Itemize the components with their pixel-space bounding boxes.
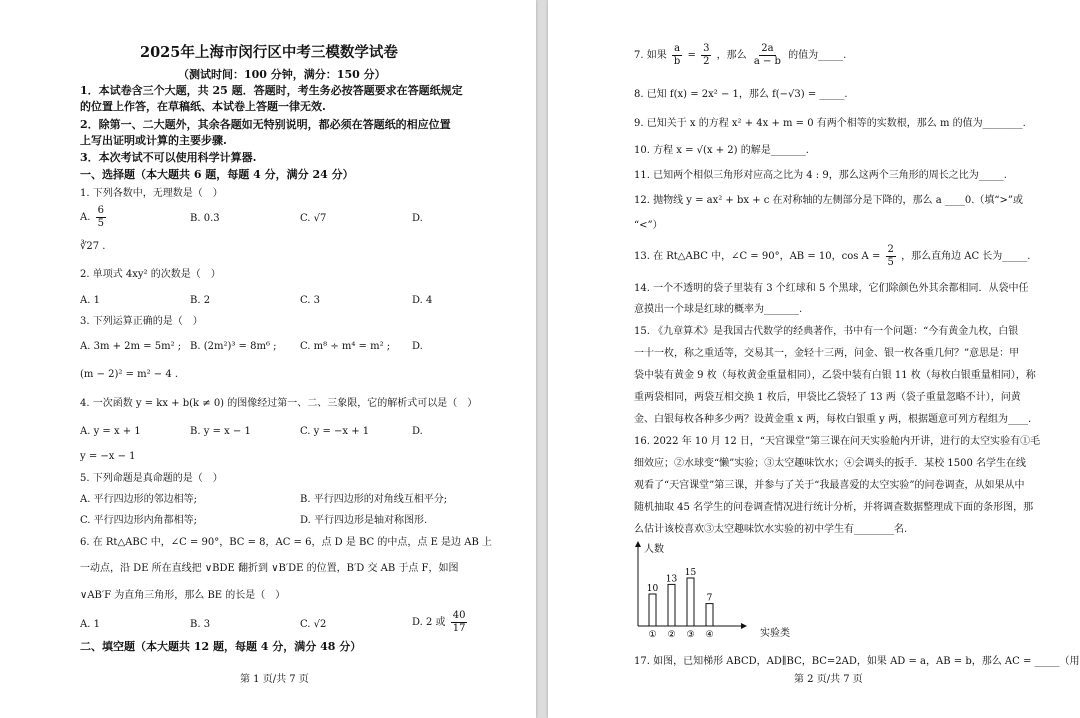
q1-option-d-content: ∛27 .: [80, 241, 106, 252]
question-12-line-1: 12. 抛物线 y = ax² + bx + c 在对称轴的左侧部分是下降的，那么 a ____0.（填“>”或: [634, 195, 1024, 206]
q5-option-c: C. 平行四边形内角都相等;: [80, 515, 198, 526]
fraction-denominator: 2: [703, 56, 710, 67]
question-2-stem: 2. 单项式 4xy² 的次数是（ ）: [80, 269, 221, 280]
q3-option-c: C. m⁸ ÷ m⁴ = m² ;: [300, 341, 391, 352]
question-6-line-3: ∨AB′F 为直角三角形，那么 BE 的长是（ ）: [80, 590, 286, 601]
q6-option-d-text: D. 2 或: [412, 617, 446, 628]
q2-option-d: D. 4: [412, 295, 433, 306]
chart-category-label: ②: [667, 630, 676, 640]
bar-chart-students: [618, 538, 838, 642]
question-16-line: 么估计该校喜欢③太空趣味饮水实验的初中学生有________名.: [634, 524, 908, 535]
q1-option-a-fraction: [96, 206, 106, 229]
question-14-line-1: 14. 一个不透明的袋子里装有 3 个红球和 5 个黑球，它们除颜色外其余都相同．从袋中任: [634, 283, 1029, 294]
fraction-denominator: a − b: [753, 56, 781, 67]
chart-data-label: 13: [665, 574, 678, 585]
question-14-line-2: 意摸出一个球是红球的概率为_______.: [634, 304, 803, 315]
fraction-numerator: a: [674, 43, 681, 54]
q2-option-a: A. 1: [80, 295, 100, 306]
question-17: 17. 如图，已知梯形 ABCD，AD∥BC，BC=2AD，如果 AD = a，AB = b，那么 AC = _____（用: [634, 656, 1080, 667]
q5-option-b: B. 平行四边形的对角线互相平分;: [300, 494, 448, 505]
page-number-1: 第 1 页/共 7 页: [240, 674, 309, 685]
q7-fraction-3-2: [701, 44, 711, 67]
q3-option-d: D.: [412, 341, 423, 352]
q4-option-d-content: y = −x − 1: [80, 451, 136, 462]
chart-data-label: 7: [706, 593, 713, 604]
chart-category-label: ③: [686, 630, 695, 640]
question-5-stem: 5. 下列命题是真命题的是（ ）: [80, 473, 223, 484]
q4-option-b: B. y = x − 1: [190, 426, 251, 437]
chart-category-label: ④: [705, 630, 714, 640]
question-6-line-1: 6. 在 Rt△ABC 中，∠C = 90°，BC = 8，AC = 6，点 D 是 BC 的中点，点 E 是边 AB 上: [80, 537, 492, 548]
question-15-line: 一十一枚，称之重适等，交易其一，金轻十三两，问金、银一枚各重几何？”意思是：甲: [634, 348, 1020, 359]
q7-text: 的值为_____.: [788, 50, 847, 61]
q6-option-c: C. √2: [300, 619, 327, 630]
instruction-line: 3．本次考试不可以使用科学计算器.: [80, 151, 257, 164]
fraction-denominator: 5: [97, 218, 104, 229]
question-16-line: 16. 2022 年 10 月 12 日，“天宫课堂”第三课在问天实验舱内开讲，进行的太空实验有①毛: [634, 436, 1041, 447]
question-8: 8. 已知 f(x) = 2x² − 1，那么 f(−√3) = _____.: [634, 89, 848, 100]
q7-fraction-a-b: [672, 44, 682, 67]
exam-page-2: [548, 0, 1080, 718]
q5-option-d: D. 平行四边形是轴对称图形.: [300, 515, 428, 526]
question-16-line: 观看了“天宫课堂”第三课，并参与了关于“我最喜爱的太空实验”的问卷调查，从如果从中: [634, 480, 1025, 491]
fraction-numerator: 2a: [761, 43, 774, 54]
q7-fraction-expression: [752, 44, 783, 67]
chart-x-label: 实验类: [760, 628, 790, 639]
q2-option-c: C. 3: [300, 295, 321, 306]
chart-bars: [647, 568, 714, 640]
fraction-numerator: 6: [97, 205, 104, 216]
question-4-stem: 4. 一次函数 y = kx + b(k ≠ 0) 的图像经过第一、二、三象限，它的解析式可以是（ ）: [80, 398, 478, 409]
q4-option-c: C. y = −x + 1: [300, 426, 370, 437]
q7-equals: =: [687, 50, 696, 61]
exam-page-1: [0, 0, 536, 718]
question-7: [634, 44, 846, 67]
fraction-denominator: b: [673, 56, 681, 67]
instruction-line: 上写出证明或计算的主要步骤.: [80, 134, 227, 147]
q3-option-b: B. (2m²)³ = 8m⁶ ;: [190, 341, 277, 352]
question-6-line-2: 一动点，沿 DE 所在直线把 ∨BDE 翻折到 ∨B′DE 的位置，B′D 交 AB 于点 F，如图: [80, 563, 459, 574]
q13-text: ，那么直角边 AC 长为_____.: [901, 251, 1031, 262]
instruction-line: 1．本试卷含三个大题，共 25 题．答题时，考生务必按答题要求在答题纸规定: [80, 84, 463, 97]
q4-option-d: D.: [412, 426, 423, 437]
chart-data-label: 15: [684, 568, 697, 578]
question-10: 10. 方程 x = √(x + 2) 的解是_______.: [634, 145, 809, 156]
page-number-2: 第 2 页/共 7 页: [794, 674, 863, 685]
q2-option-b: B. 2: [190, 295, 211, 306]
q7-text: ，那么: [716, 50, 747, 61]
question-1-stem: 1. 下列各数中，无理数是（ ）: [80, 188, 223, 199]
question-9: 9. 已知关于 x 的方程 x² + 4x + m = 0 有两个相等的实数根，那么 m 的值为________.: [634, 118, 1026, 129]
question-11: 11. 已知两个相似三角形对应高之比为 4 : 9，那么这两个三角形的周长之比为_____.: [634, 170, 1007, 181]
chart-bar: [687, 578, 694, 626]
instruction-line: 的位置上作答，在草稿纸、本试卷上答题一律无效.: [80, 100, 326, 113]
q1-option-a: [80, 206, 108, 229]
question-16-line: 细效应；②水球变“懒”实验；③太空趣味饮水；④会调头的扳手．某校 1500 名学生在线: [634, 458, 1027, 469]
fraction-numerator: 40: [452, 610, 466, 621]
chart-bar: [706, 604, 713, 626]
question-16-line: 随机抽取 45 名学生的问卷调查情况进行统计分析，并将调查数据整理成下面的条形图，那: [634, 502, 1034, 513]
q6-option-b: B. 3: [190, 619, 211, 630]
q1-option-d: D.: [412, 213, 423, 224]
chart-bar: [649, 594, 656, 626]
fraction-numerator: 3: [703, 43, 710, 54]
exam-subtitle: （测试时间：100 分钟，满分：150 分）: [178, 68, 386, 81]
q4-option-a: A. y = x + 1: [80, 426, 141, 437]
chart-data-label: 10: [646, 584, 659, 594]
chart-bar: [668, 584, 675, 626]
section-heading-choice: 一、选择题（本大题共 6 题，每题 4 分，满分 24 分）: [80, 168, 354, 181]
chart-y-label: 人数: [644, 544, 664, 555]
instruction-line: 2．除第一、二大题外，其余各题如无特别说明，都必须在答题纸的相应位置: [80, 118, 451, 131]
section-heading-fill: 二、填空题（本大题共 12 题，每题 4 分，满分 48 分）: [80, 640, 362, 653]
fraction-numerator: 2: [887, 244, 894, 255]
question-3-stem: 3. 下列运算正确的是（ ）: [80, 316, 203, 327]
question-15-line: 重两袋相同，两袋互相交换 1 枚后，甲袋比乙袋轻了 13 两（袋子重量忽略不计），问黄: [634, 392, 1021, 403]
q3-option-d-content: (m − 2)² = m² − 4 .: [80, 369, 179, 380]
q13-text: 13. 在 Rt△ABC 中，∠C = 90°，AB = 10，cos A =: [634, 251, 881, 262]
question-15-line: 15. 《九章算术》是我国古代数学的经典著作，书中有一个问题：“今有黄金九枚，白银: [634, 326, 1019, 337]
q3-option-a: A. 3m + 2m = 5m² ;: [80, 341, 182, 352]
q1-option-b: B. 0.3̇: [190, 213, 220, 224]
q1-option-c: C. √7: [300, 213, 327, 224]
q6-option-d-fraction: [451, 611, 468, 634]
q6-option-d: [412, 611, 469, 634]
question-13: [634, 245, 1031, 268]
question-15-line: 金、白银每枚各种多少两？设黄金重 x 两，每枚白银重 y 两，根据题意可列方程组为____.: [634, 414, 1032, 425]
q5-option-a: A. 平行四边形的邻边相等;: [80, 494, 197, 505]
q1-option-a-label: A.: [80, 212, 91, 223]
fraction-denominator: 17: [452, 623, 466, 634]
q13-fraction: [886, 245, 896, 268]
q6-option-a: A. 1: [80, 619, 100, 630]
exam-title: 2025年上海市闵行区中考三模数学试卷: [140, 44, 398, 61]
fraction-denominator: 5: [887, 257, 894, 268]
question-15-line: 袋中装有黄金 9 枚（每枚黄金重量相同），乙袋中装有白银 11 枚（每枚白银重量相同），称: [634, 370, 1036, 381]
question-12-line-2: “<”）: [634, 220, 663, 231]
chart-category-label: ①: [648, 630, 657, 640]
q7-text: 7. 如果: [634, 50, 667, 61]
